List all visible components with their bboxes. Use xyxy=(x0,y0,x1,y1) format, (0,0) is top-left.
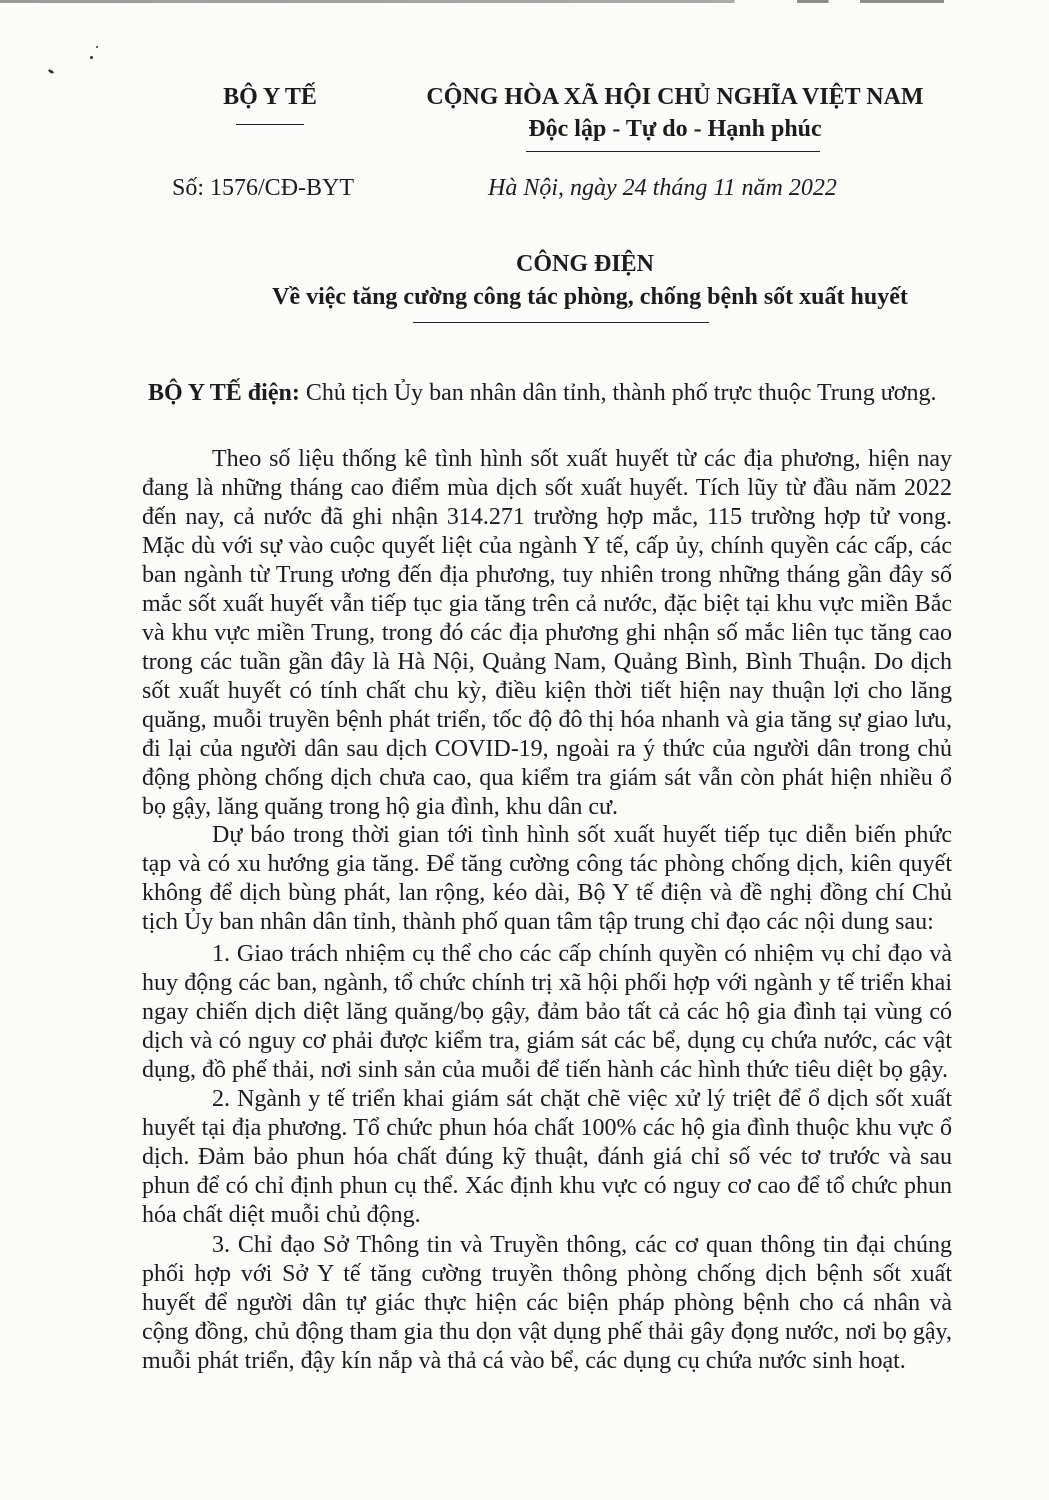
scan-speck xyxy=(96,46,98,48)
issuing-agency: BỘ Y TẾ xyxy=(223,84,317,110)
agency-underline xyxy=(236,124,304,125)
recipient-line xyxy=(148,378,958,408)
document-subject: Về việc tăng cường công tác phòng, chống bệnh sốt xuất huyết xyxy=(272,284,908,310)
body-paragraph: Dự báo trong thời gian tới tình hình sốt xuất huyết tiếp tục diễn biến phức tạp và có xu hướng gia tăng. Để tăng cường công tác phòng chống dịch, kiên quyết không để dịch bùng phát, lan rộng, kéo dài, Bộ Y tế điện và đề nghị đồng chí Chủ tịch Ủy ban nhân dân tỉnh, thành phố quan tâm tập trung chỉ đạo các nội dung sau: xyxy=(142,822,952,935)
body-paragraph: 1. Giao trách nhiệm cụ thể cho các cấp chính quyền có nhiệm vụ chỉ đạo và huy động các ban, ngành, tổ chức chính trị xã hội phối hợp với ngành y tế triển khai ngay chiến dịch diệt lăng quăng/bọ gậy, đảm bảo tất cả các hộ gia đình tại vùng có dịch và có nguy cơ phải được kiểm tra, giám sát các bể, dụng cụ chứa nước, các vật dụng, đồ phế thải, nơi sinh sản của muỗi để tiến hành các hình thức tiêu diệt bọ gậy. xyxy=(142,941,952,1083)
recipient-text: Chủ tịch Ủy ban nhân dân tỉnh, thành phố trực thuộc Trung ương. xyxy=(299,380,937,406)
scan-speck xyxy=(90,56,93,59)
scan-top-edge xyxy=(0,0,1049,3)
national-title: CỘNG HÒA XÃ HỘI CHỦ NGHĨA VIỆT NAM xyxy=(426,84,924,110)
document-number: Số: 1576/CĐ-BYT xyxy=(172,175,355,201)
scan-speck xyxy=(48,69,55,75)
national-motto: Độc lập - Tự do - Hạnh phúc xyxy=(528,116,822,142)
body-paragraph: 2. Ngành y tế triển khai giám sát chặt chẽ việc xử lý triệt để ổ dịch sốt xuất huyết tại địa phương. Tổ chức phun hóa chất 100% các hộ gia đình thuộc khu vực ổ dịch. Đảm bảo phun hóa chất đúng kỹ thuật, đánh giá chỉ số véc tơ trước và sau phun để có chỉ định phun cụ thể. Xác định khu vực có nguy cơ cao để tổ chức phun hóa chất diệt muỗi chủ động. xyxy=(142,1086,952,1228)
body-paragraph: 3. Chỉ đạo Sở Thông tin và Truyền thông, các cơ quan thông tin đại chúng phối hợp với Sở Y tế tăng cường truyền thông phòng chống dịch bệnh sốt xuất huyết để người dân tự giác thực hiện các biện pháp phòng bệnh cho cá nhân và cộng đồng, chủ động tham gia thu dọn vật dụng phế thải gây đọng nước, nơi bọ gậy, muỗi phát triển, đậy kín nắp và thả cá vào bể, các dụng cụ chứa nước sinh hoạt. xyxy=(142,1232,952,1374)
document-title: CÔNG ĐIỆN xyxy=(515,251,654,277)
motto-underline xyxy=(526,151,820,152)
document-date: Hà Nội, ngày 24 tháng 11 năm 2022 xyxy=(488,175,837,201)
recipient-label: BỘ Y TẾ điện: xyxy=(148,380,300,406)
body-paragraph: Theo số liệu thống kê tình hình sốt xuất huyết từ các địa phương, hiện nay đang là những tháng cao điểm mùa dịch sốt xuất huyết. Tích lũy từ đầu năm 2022 đến nay, cả nước đã ghi nhận 314.271 trường hợp mắc, 115 trường hợp tử vong. Mặc dù với sự vào cuộc quyết liệt của ngành Y tế, cấp ủy, chính quyền các cấp, các ban ngành từ Trung ương đến địa phương, tuy nhiên trong những tháng gần đây số mắc sốt xuất huyết vẫn tiếp tục gia tăng trên cả nước, đặc biệt tại khu vực miền Bắc và khu vực miền Trung, trong đó các địa phương ghi nhận số mắc liên tục tăng cao trong các tuần gần đây là Hà Nội, Quảng Nam, Quảng Bình, Bình Thuận. Do dịch sốt xuất huyết có tính chất chu kỳ, điều kiện thời tiết hiện nay thuận lợi cho lăng quăng, muỗi truyền bệnh phát triển, tốc độ đô thị hóa nhanh và gia tăng sự giao lưu, đi lại của người dân sau dịch COVID-19, ngoài ra ý thức của người dân trong chủ động phòng chống dịch chưa cao, qua kiểm tra giám sát vẫn còn phát hiện nhiều ổ bọ gậy, lăng quăng trong hộ gia đình, khu dân cư. xyxy=(142,446,952,820)
subject-underline xyxy=(413,322,709,323)
